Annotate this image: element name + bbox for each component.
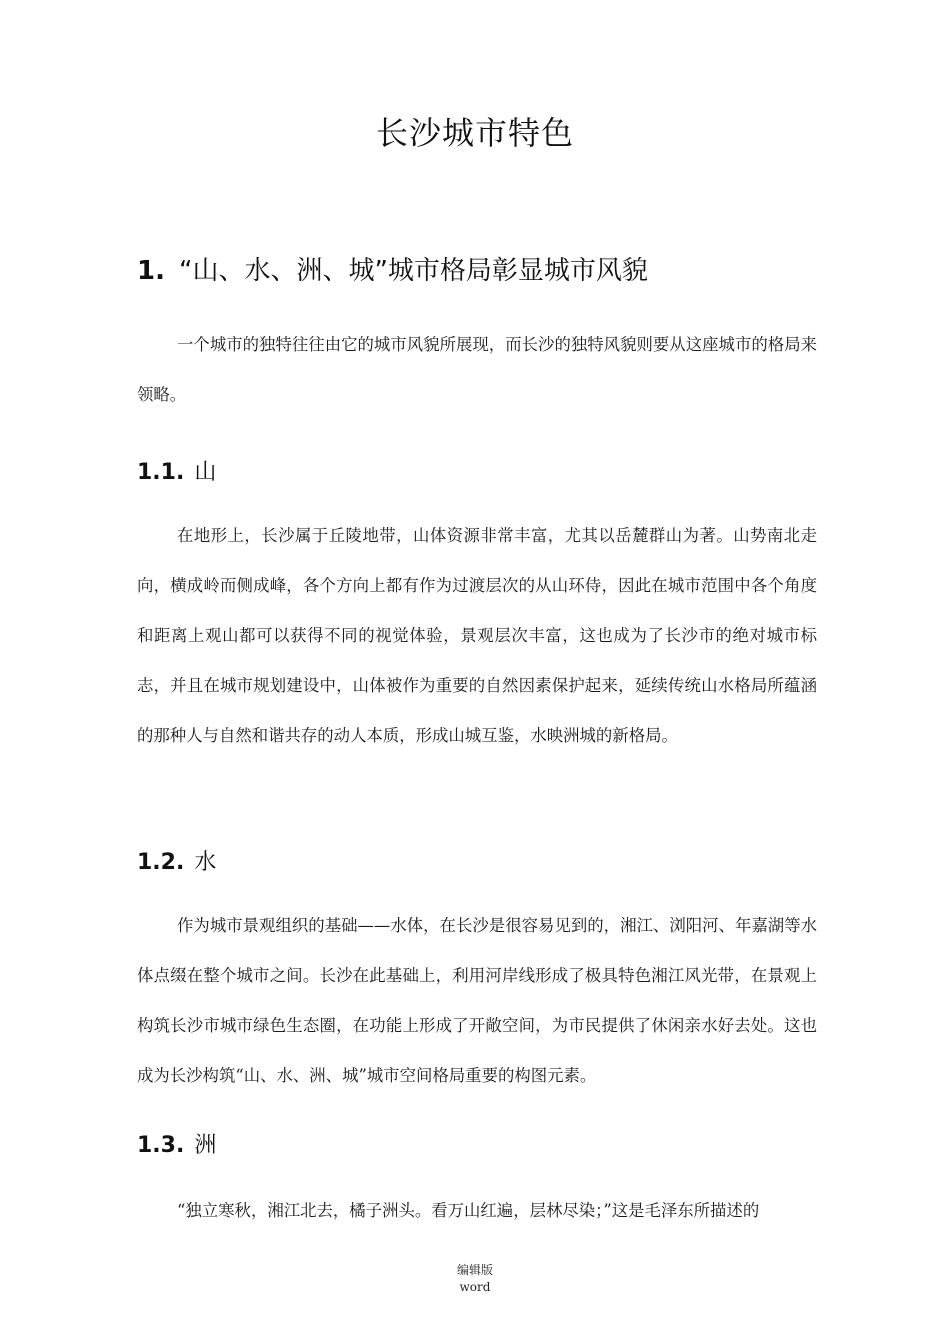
subsection-heading-water xyxy=(137,845,216,876)
section-heading-text: “山、水、洲、城”城市格局彰显城市风貌 xyxy=(178,256,648,286)
subsection-heading-islet xyxy=(137,1128,216,1159)
section-heading-1 xyxy=(137,250,648,287)
islet-paragraph: “独立寒秋，湘江北去，橘子洲头。看万山红遍，层林尽染；”这是毛泽东所描述的 xyxy=(177,1201,760,1220)
subsection-heading-mountain xyxy=(137,455,216,486)
section-intro-paragraph: 一个城市的独特往往由它的城市风貌所展现，而长沙的独特风貌则要从这座城市的格局来领略。 xyxy=(137,335,817,404)
page-footer xyxy=(0,1262,950,1296)
subsection-heading-text: 洲 xyxy=(194,1133,217,1158)
water-paragraph: 作为城市景观组织的基础——水体，在长沙是很容易见到的，湘江、浏阳河、年嘉湖等水体点缀在整个城市之间。长沙在此基础上，利用河岸线形成了极具特色湘江风光带，在景观上构筑长沙市城市绿色生态圈，在功能上形成了开敞空间，为市民提供了休闲亲水好去处。这也成为长沙构筑“山、水、洲、城”城市空间格局重要的构图元素。 xyxy=(137,916,817,1085)
subsection-number: 1.2. xyxy=(137,850,185,875)
mountain-paragraph: 在地形上，长沙属于丘陵地带，山体资源非常丰富，尤其以岳麓群山为著。山势南北走向，横成岭而侧成峰，各个方向上都有作为过渡层次的从山环侍，因此在城市范围中各个角度和距离上观山都可以获得不同的视觉体验，景观层次丰富，这也成为了长沙市的绝对城市标志，并且在城市规划建设中，山体被作为重要的自然因素保护起来，延续传统山水格局所蕴涵的那种人与自然和谐共存的动人本质，形成山城互鉴，水映洲城的新格局。 xyxy=(137,526,817,745)
subsection-heading-text: 山 xyxy=(194,460,217,485)
section-number: 1. xyxy=(137,256,165,286)
footer-label: 编辑版 xyxy=(456,1263,493,1277)
subsection-number: 1.1. xyxy=(137,460,185,485)
subsection-heading-text: 水 xyxy=(194,850,217,875)
subsection-number: 1.3. xyxy=(137,1133,185,1158)
footer-format: word xyxy=(459,1280,491,1294)
document-title: 长沙城市特色 xyxy=(375,114,574,152)
